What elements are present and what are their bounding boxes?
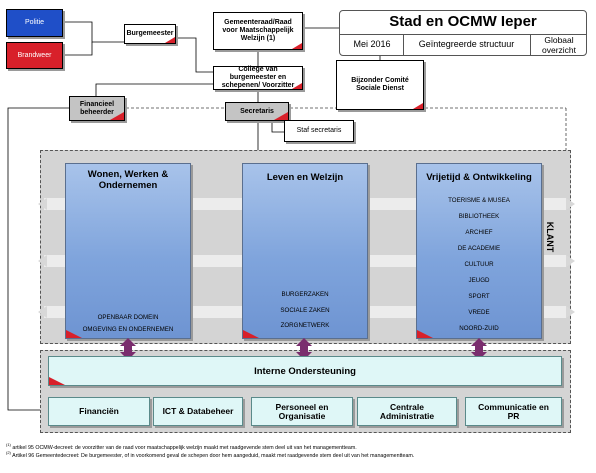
interne-ondersteuning-label: Interne Ondersteuning (254, 365, 356, 377)
column-title: Vrijetijd & Ontwikkeling (426, 172, 532, 183)
column-item: SOCIALE ZAKEN (280, 307, 330, 314)
footnote-mark: (2) (6, 450, 11, 455)
red-corner-marker (49, 377, 65, 385)
financieel-beheerder-label: Financieel beheerder (79, 100, 115, 116)
column-item: SPORT (468, 293, 490, 300)
gemeenteraad-label: Gemeenteraad/Raad voor Maatschappelijk Welzijn (1) (222, 19, 294, 42)
column-item: JEUGD (468, 277, 490, 284)
support-unit-centrale-administratie (357, 397, 457, 426)
title-date: Mei 2016 (353, 39, 391, 49)
brandweer-label: Brandweer (17, 51, 52, 59)
column-title: Wonen, Werken & Ondernemen (87, 169, 169, 191)
footnote-mark: (1) (6, 442, 11, 447)
column-item: CULTUUR (464, 261, 494, 268)
interne-ondersteuning-box (48, 356, 562, 386)
column-item: DE ACADEMIE (457, 245, 501, 252)
support-unit-financien (48, 397, 150, 426)
column-item: VREDE (468, 309, 490, 316)
page-title: Stad en OCMW Ieper (389, 13, 537, 30)
column-item: OMGEVING EN ONDERNEMEN (82, 326, 174, 333)
politie-label: Politie (24, 19, 45, 26)
burgemeester-label: Burgemeester (126, 30, 174, 37)
column-item: OPENBAAR DOMEIN (97, 314, 159, 321)
secretaris-label: Secretaris (240, 107, 274, 115)
footnote-2 (6, 450, 414, 459)
column-item: BIBLIOTHEEK (458, 213, 500, 220)
column-item: NOORD-ZUID (459, 325, 499, 332)
support-unit-ict (153, 397, 243, 426)
bijzonder-comite-label: Bijzonder Comité Sociale Dienst (351, 77, 409, 92)
support-unit-label: ICT & Databeheer (162, 406, 234, 416)
column-item: TOERISME & MUSEA (448, 197, 510, 204)
support-unit-personeel (251, 397, 353, 426)
column-item: ZORGNETWERK (280, 322, 330, 329)
support-unit-communicatie (465, 397, 562, 426)
column-item: ARCHIEF (465, 229, 493, 236)
staf-secretaris-label: Staf secretaris (296, 127, 342, 134)
support-unit-label: Personeel en Organisatie (275, 401, 329, 421)
column-item: BURGERZAKEN (281, 291, 329, 298)
support-unit-label: Centrale Administratie (379, 401, 435, 421)
klant-label: KLANT (545, 221, 555, 253)
column-title: Leven en Welzijn (266, 172, 344, 183)
title-overview: Globaal overzicht (541, 35, 576, 55)
footnote-text: artikel 95 OCMW-decreet: de voorzitter van de raad voor maatschappelijk welzijn maakt met raadgevende stem deel uit van het managementteam. (12, 444, 357, 451)
support-unit-label: Communicatie en PR (478, 401, 549, 421)
footnote-text: Artikel 96 Gemeentedecreet: De burgemeester, of in voorkomend geval de schepen door hem aangeduid, maakt met raadgevende stem deel uit van het managementteam. (12, 452, 415, 459)
college-label: College van burgemeester en schepenen/ Voorzitter (221, 66, 295, 89)
title-structure: Geïntegreerde structuur (418, 39, 515, 49)
support-unit-label: Financiën (79, 406, 119, 416)
